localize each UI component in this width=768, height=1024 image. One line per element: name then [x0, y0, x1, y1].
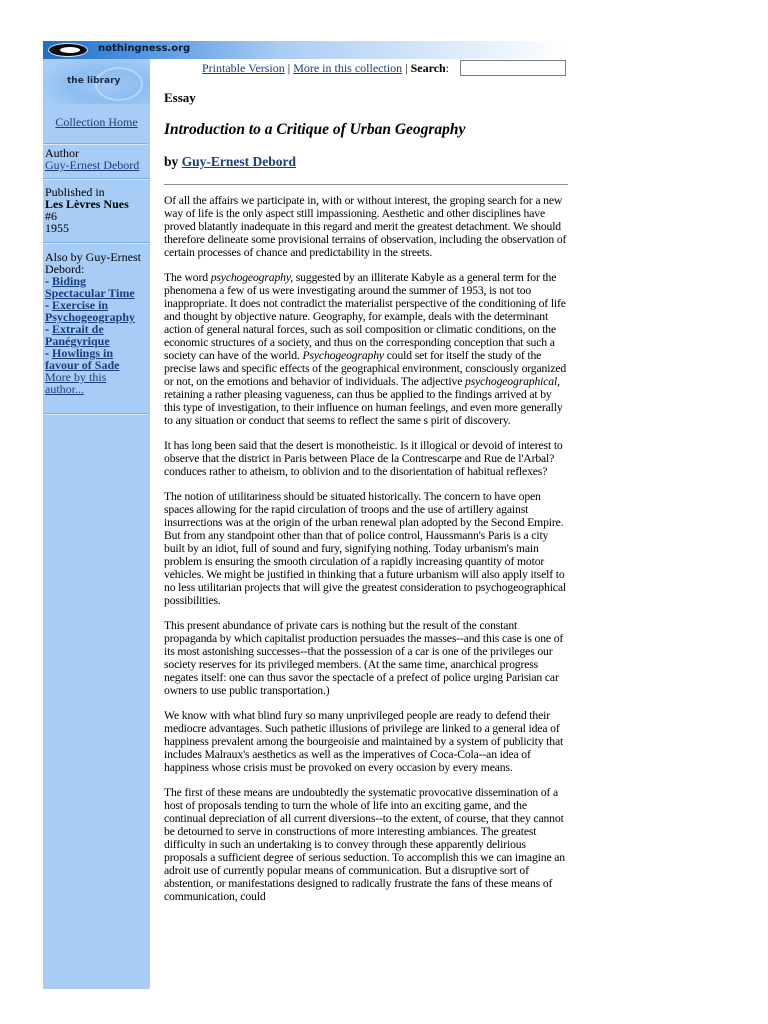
also-by-section [45, 251, 148, 395]
article-paragraph: The notion of utilitariness should be situated historically. The concern to have open spaces allowing for the rapid circulation of troops and the use of artillery against insurrections was at the origin of the urban renewal plan adopted by the Second Empire. But from any standpoint other than that of police control, Haussmann's Paris is a city built by an idiot, full of sound and fury, signifying nothing. Today urbanism's main problem is ensuring the smooth circulation of a rapidly increasing quantity of motor vehicles. We might be justified in thinking that a future urbanism will also apply itself to no less utilitarian projects that will give the greatest consideration to psychogeographical possibilities. [164, 490, 566, 607]
article-paragraph: This present abundance of private cars is nothing but the result of the constant propaganda by which capitalist production persuades the masses--and this case is one of its most astonishing successes--that the possession of a car is one of the privileges our society reserves for its privileged members. (At the same time, anarchical progress negates itself: one can thus savor the spectacle of a prefect of police urging Parisian car owners to use public transportation.) [164, 619, 564, 697]
also-by-item: - Extrait de Panégyrique [45, 322, 110, 348]
page-title: Introduction to a Critique of Urban Geography [164, 121, 466, 138]
search-label: Search [410, 61, 446, 75]
article-paragraph: The word psychogeography, suggested by an illiterate Kabyle as a general term for the phenomena a few of us were investigating around the summer of 1953, is not too inappropriate. It does not contradict the materialist perspective of the conditioning of life and thought by objective nature. Geography, for example, deals with the determinant action of general natural forces, such as soil composition or climatic conditions, on the economic structures of a society, and thus on the corresponding conception that such a society can have of the world. Psychogeography could set for itself the study of the precise laws and specific effects of the geographical environment, consciously organized or not, on the emotions and behavior of individuals. The adjective psychogeographical, retaining a rather pleasing vagueness, can thus be applied to the findings arrived at by this type of investigation, to their influence on human feelings, and even more generally to any situation or conduct that seems to reflect the same s pirit of discovery. [164, 271, 567, 427]
site-banner [43, 41, 569, 59]
content-kind: Essay [164, 90, 196, 105]
sidebar-divider [43, 413, 148, 415]
search-input[interactable] [460, 60, 566, 76]
article-paragraph: The first of these means are undoubtedly the systematic provocative dissemination of a host of proposals tending to turn the whole of life into an exciting game, and the continual depreciation of all current diversions--to the extent, of course, that they cannot be detourned to serve in constructions of more interesting ambiances. The greatest difficulty in such an undertaking is to convey through these apparently delirious proposals a sufficient degree of serious seduction. To accomplish this we can imagine an adroit use of currently popular means of communication. But a disruptive sort of abstention, or manifestations designed to radically frustrate the fans of these means of communication, could [164, 786, 565, 903]
search-colon: : [445, 61, 450, 75]
collection-home-link[interactable]: Collection Home [55, 115, 138, 129]
published-section [45, 186, 148, 234]
article-paragraph: It has long been said that the desert is monotheistic. Is it illogical or devoid of interest to observe that the district in Paris between Place de la Contrescarpe and Rue de l'Arbal? conduces rather to atheism, to oblivion and to the disorientation of habitual reflexes? [164, 439, 563, 478]
by-label: by [164, 154, 179, 169]
publication-issue: #6 [45, 209, 57, 223]
publication-year: 1955 [45, 221, 69, 235]
article-paragraph: Of all the affairs we participate in, with or without interest, the groping search for a new way of life is the only aspect still impassioning. Aesthetic and other disciplines have proved blatantly inadequate in this regard and merit the greatest detachment. We should therefore delineate some provisional terrains of observation, including the observation of certain processes of chance and predictability in the streets. [164, 194, 567, 259]
also-by-item: - Howlings in favour of Sade [45, 346, 120, 372]
also-by-link[interactable]: Exercise in Psychogeography [45, 298, 135, 324]
logo-icon[interactable] [48, 43, 88, 57]
article-body [164, 194, 569, 915]
more-by-author-link[interactable]: More by this author... [45, 370, 107, 396]
printable-version-link[interactable]: Printable Version [202, 61, 285, 75]
also-by-label: Also by Guy-Ernest Debord: [45, 250, 141, 276]
sidebar-divider [43, 178, 148, 180]
article-paragraph: We know with what blind fury so many unprivileged people are ready to defend their mediocre advantages. Such pathetic illusions of privilege are linked to a general idea of happiness prevalent among the bourgeoisie and maintained by a system of publicity that includes Malraux's aesthetics as well as the imperatives of Coca-Cola--an idea of happiness whose crisis must be provoked on every occasion by every means. [164, 709, 564, 774]
library-label: the library [67, 76, 121, 86]
also-by-link[interactable]: Biding Spectacular Time [45, 274, 135, 300]
also-by-link[interactable]: Howlings in favour of Sade [45, 346, 120, 372]
site-name[interactable]: nothingness.org [98, 43, 191, 54]
also-by-item: - Exercise in Psychogeography [45, 298, 135, 324]
library-header [43, 59, 150, 104]
top-nav [202, 61, 449, 76]
published-label: Published in [45, 185, 105, 199]
sidebar [43, 59, 150, 989]
publication-name: Les Lèvres Nues [45, 197, 129, 211]
also-by-link[interactable]: Extrait de Panégyrique [45, 322, 110, 348]
byline-author-link[interactable]: Guy-Ernest Debord [181, 154, 297, 169]
sidebar-divider [43, 242, 148, 244]
author-section [45, 147, 148, 171]
title-divider [164, 184, 568, 185]
byline [164, 154, 296, 170]
author-label: Author [45, 146, 79, 160]
also-by-item: - Biding Spectacular Time [45, 274, 135, 300]
nav-separator: | [402, 61, 411, 75]
more-in-collection-link[interactable]: More in this collection [293, 61, 403, 75]
nav-separator: | [284, 61, 294, 75]
author-link[interactable]: Guy-Ernest Debord [45, 158, 140, 172]
sidebar-divider [43, 143, 148, 145]
